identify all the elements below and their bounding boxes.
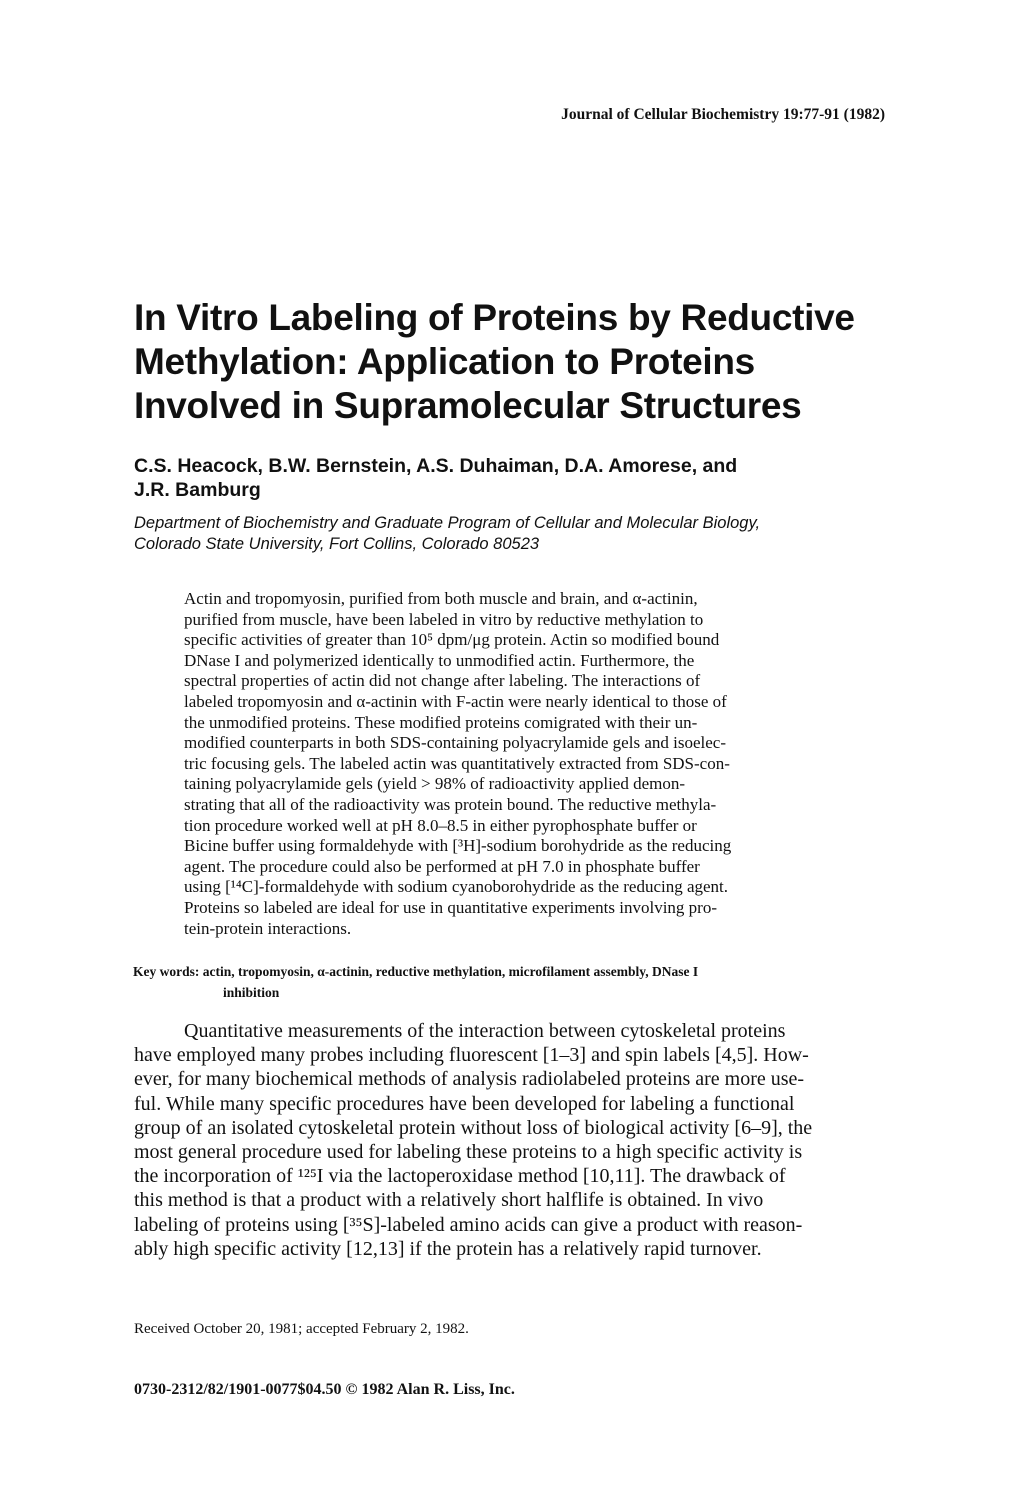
- abstract-line: purified from muscle, have been labeled in vitro by reductive methylation to: [184, 609, 704, 629]
- author-list: [134, 454, 894, 502]
- body-line: labeling of proteins using [³⁵S]-labeled amino acids can give a product with reason-: [134, 1213, 803, 1236]
- body-line: ever, for many biochemical methods of analysis radiolabeled proteins are more use-: [134, 1068, 805, 1091]
- body-line: have employed many probes including fluorescent [1–3] and spin labels [4,5]. How-: [134, 1044, 809, 1067]
- abstract-line: labeled tropomyosin and α-actinin with F-actin were nearly identical to those of: [184, 691, 727, 711]
- body-line: group of an isolated cytoskeletal protein without loss of biological activity [6–9], the: [134, 1116, 813, 1139]
- abstract-line: tein-protein interactions.: [184, 918, 352, 938]
- journal-citation: Journal of Cellular Biochemistry 19:77-91 (1982): [561, 106, 885, 123]
- body-line: Quantitative measurements of the interaction between cytoskeletal proteins: [184, 1020, 786, 1042]
- received-date-note: Received October 20, 1981; accepted February 2, 1982.: [134, 1321, 469, 1337]
- affiliation-line: Colorado State University, Fort Collins, Colorado 80523: [134, 535, 540, 553]
- abstract-line: Bicine buffer using formaldehyde with [³H]-sodium borohydride as the reducing: [184, 836, 732, 856]
- abstract: [184, 589, 864, 939]
- title-line: Involved in Supramolecular Structures: [134, 385, 802, 426]
- abstract-line: spectral properties of actin did not change after labeling. The interactions of: [184, 671, 701, 691]
- copyright-line: 0730-2312/82/1901-0077$04.50 © 1982 Alan R. Liss, Inc.: [134, 1381, 515, 1398]
- abstract-line: Proteins so labeled are ideal for use in quantitative experiments involving pro-: [184, 897, 717, 917]
- article-title: [134, 296, 894, 428]
- abstract-line: strating that all of the radioactivity was protein bound. The reductive methyla-: [184, 794, 717, 814]
- body-line: ably high specific activity [12,13] if the protein has a relatively rapid turnover.: [134, 1237, 762, 1260]
- abstract-line: tric focusing gels. The labeled actin was quantitatively extracted from SDS-con-: [184, 753, 730, 773]
- abstract-line: DNase I and polymerized identically to unmodified actin. Furthermore, the: [184, 650, 695, 670]
- abstract-line: taining polyacrylamide gels (yield > 98% of radioactivity applied demon-: [184, 774, 686, 794]
- key-words-line: inhibition: [223, 985, 280, 1000]
- abstract-line: tion procedure worked well at pH 8.0–8.5 in either pyrophosphate buffer or: [184, 815, 697, 835]
- affiliation-line: Department of Biochemistry and Graduate Program of Cellular and Molecular Biology,: [134, 514, 761, 532]
- abstract-line: agent. The procedure could also be performed at pH 7.0 in phosphate buffer: [184, 856, 700, 876]
- abstract-line: using [¹⁴C]-formaldehyde with sodium cyanoborohydride as the reducing agent.: [184, 877, 729, 897]
- title-line: Methylation: Application to Proteins: [134, 341, 755, 382]
- body-line: the incorporation of ¹²⁵I via the lactoperoxidase method [10,11]. The drawback of: [134, 1165, 786, 1188]
- key-words-line: Key words: actin, tropomyosin, α-actinin, reductive methylation, microfilament assembly, DNase I: [133, 964, 699, 979]
- author-line: C.S. Heacock, B.W. Bernstein, A.S. Duhaiman, D.A. Amorese, and: [134, 455, 738, 477]
- body-line: this method is that a product with a relatively short halflife is obtained. In vivo: [134, 1189, 764, 1212]
- body-line: ful. While many specific procedures have been developed for labeling a functional: [134, 1092, 795, 1115]
- abstract-line: Actin and tropomyosin, purified from both muscle and brain, and α-actinin,: [184, 589, 698, 608]
- abstract-line: the unmodified proteins. These modified proteins comigrated with their un-: [184, 712, 698, 732]
- author-line: J.R. Bamburg: [134, 479, 261, 501]
- abstract-line: specific activities of greater than 10⁵ dpm/μg protein. Actin so modified bound: [184, 630, 720, 650]
- body-paragraph: [134, 1019, 894, 1261]
- abstract-line: modified counterparts in both SDS-containing polyacrylamide gels and isoelec-: [184, 733, 726, 753]
- affiliation: [134, 513, 904, 555]
- body-line: most general procedure used for labeling these proteins to a high specific activity is: [134, 1141, 803, 1164]
- key-words: [133, 961, 893, 1003]
- title-line: In Vitro Labeling of Proteins by Reductive: [134, 297, 855, 338]
